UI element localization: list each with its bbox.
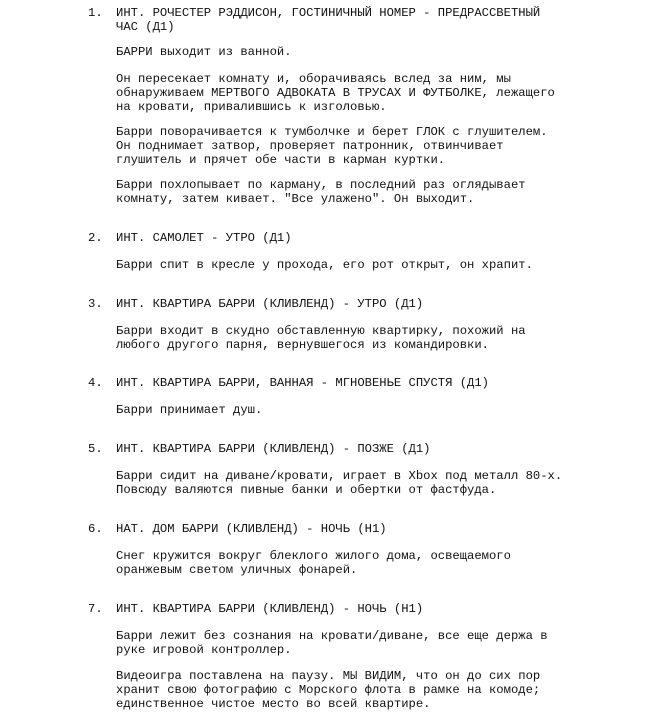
scene-number: 2. — [88, 231, 103, 245]
scene-heading: ИНТ. КВАРТИРА БАРРИ, ВАННАЯ - МГНОВЕНЬЕ СПУСТЯ (Д1) — [116, 376, 489, 390]
action-paragraph: Барри принимает душ. — [116, 403, 263, 417]
scene-heading: ИНТ. САМОЛЕТ - УТРО (Д1) — [116, 231, 292, 245]
action-paragraph: Он пересекает комнату и, оборачиваясь вслед за ним, мы обнаруживаем МЕРТВОГО АДВОКАТА В ТРУСАХ И ФУТБОЛКЕ, лежащего на кровати, привалившись к изголовью. — [116, 72, 555, 114]
action-paragraph: БАРРИ выходит из ванной. — [116, 45, 292, 59]
action-paragraph: Барри сидит на диване/кровати, играет в Xbox под металл 80-х. Повсюду валяются пивные банки и обертки от фастфуда. — [116, 469, 563, 497]
action-paragraph: Барри спит в кресле у прохода, его рот открыт, он храпит. — [116, 258, 533, 272]
action-paragraph: Снег кружится вокруг блеклого жилого дома, освещаемого оранжевым светом уличных фонарей. — [116, 549, 511, 577]
scene-number: 5. — [88, 442, 103, 456]
scene-number: 1. — [88, 6, 103, 20]
scene-heading: ИНТ. КВАРТИРА БАРРИ (КЛИВЛЕНД) - УТРО (Д1) — [116, 297, 424, 311]
scene-heading: ИНТ. КВАРТИРА БАРРИ (КЛИВЛЕНД) - НОЧЬ (Н1) — [116, 602, 424, 616]
scene-number: 3. — [88, 297, 103, 311]
scene-number: 7. — [88, 602, 103, 616]
scene-number: 4. — [88, 376, 103, 390]
action-paragraph: Барри поворачивается к тумболчке и берет ГЛОК с глушителем. Он поднимает затвор, проверяет патронник, отвинчивает глушитель и прячет обе части в карман куртки. — [116, 125, 548, 167]
scene-heading: ИНТ. КВАРТИРА БАРРИ (КЛИВЛЕНД) - ПОЗЖЕ (Д1) — [116, 442, 431, 456]
action-paragraph: Барри похлопывает по карману, в последний раз оглядывает комнату, затем кивает. "Все улажено". Он выходит. — [116, 178, 526, 206]
action-paragraph: Видеоигра поставлена на паузу. МЫ ВИДИМ, что он до сих пор хранит свою фотографию с Морского флота в рамке на комоде; единственное чистое место во всей квартире. — [116, 669, 541, 711]
action-paragraph: Барри входит в скудно обставленную квартирку, похожий на любого другого парня, вернувшегося из командировки. — [116, 324, 526, 352]
scene-heading: НАТ. ДОМ БАРРИ (КЛИВЛЕНД) - НОЧЬ (Н1) — [116, 522, 387, 536]
scene-heading: ИНТ. РОЧЕСТЕР РЭДДИСОН, ГОСТИНИЧНЫЙ НОМЕР - ПРЕДРАССВЕТНЫЙ ЧАС (Д1) — [116, 6, 541, 34]
scene-number: 6. — [88, 522, 103, 536]
action-paragraph: Барри лежит без сознания на кровати/диване, все еще держа в руке игровой контроллер. — [116, 629, 548, 657]
